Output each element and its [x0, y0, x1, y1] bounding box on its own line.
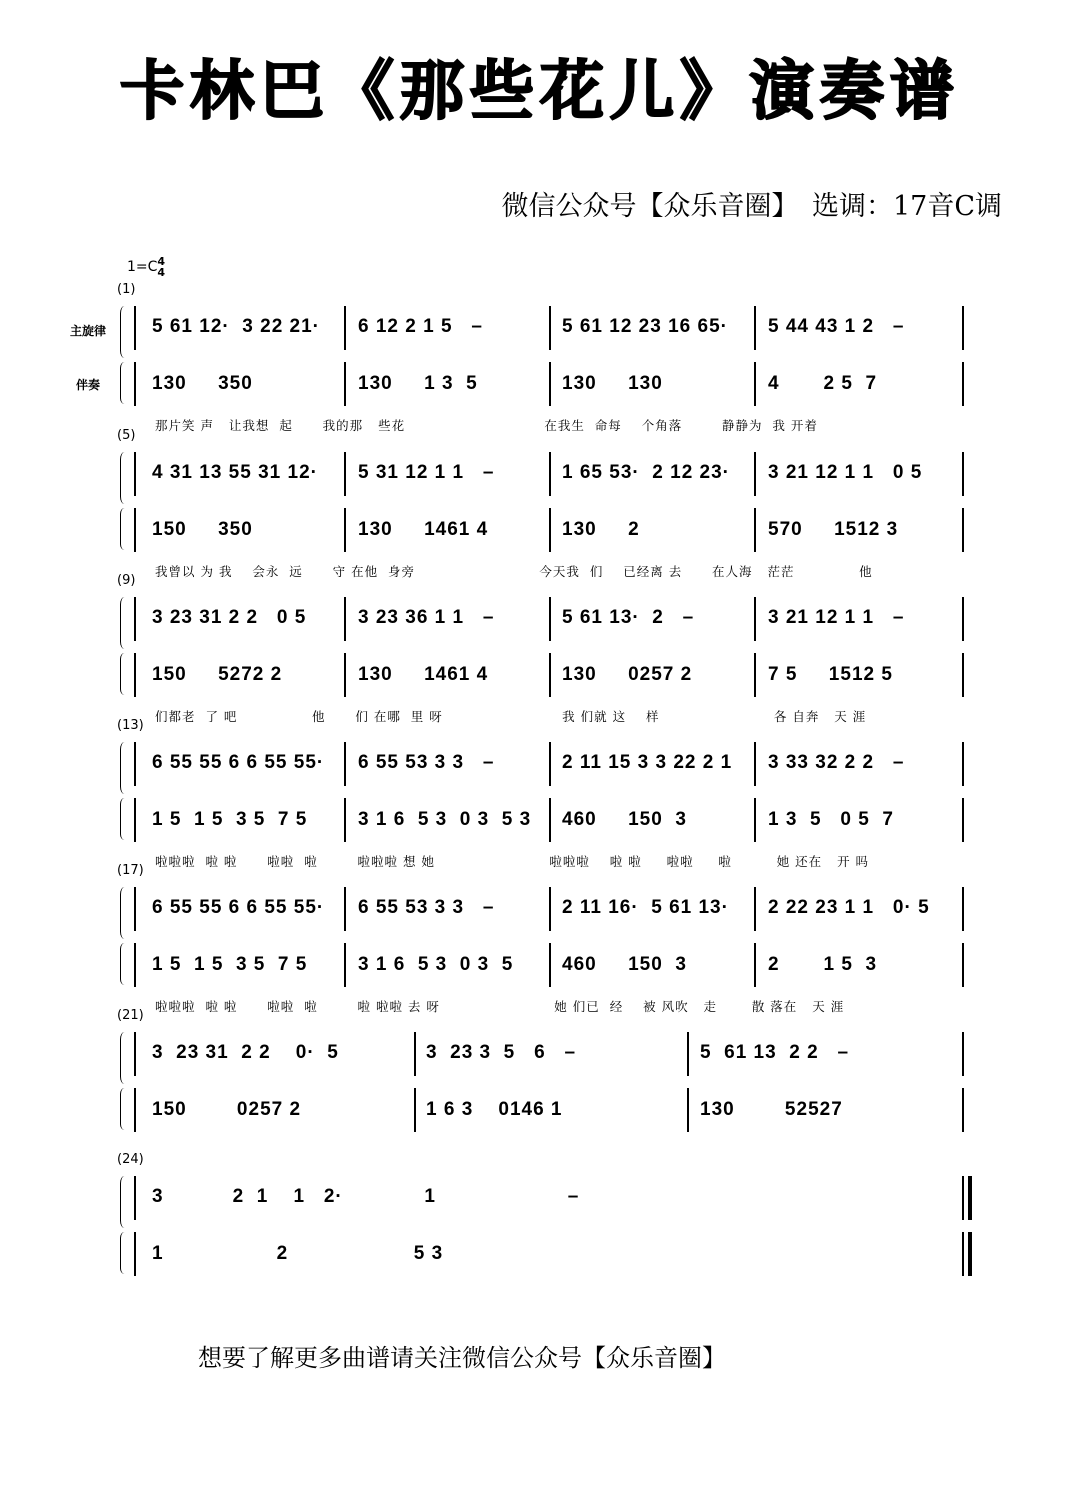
melody-barline — [344, 452, 346, 496]
accomp-barline — [754, 798, 756, 842]
system-number: (17) — [117, 863, 144, 878]
melody-bar: 3 23 31 2 2 0· 5 — [152, 1042, 339, 1063]
accomp-brace — [120, 508, 129, 550]
melody-barline — [962, 597, 964, 641]
accomp-bar: 570 1512 3 — [768, 519, 899, 540]
accomp-bar: 150 0257 2 — [152, 1099, 302, 1120]
lyrics-line: 那片笑 声 让我想 起 我的那 些花 在我生 命每 个角落 静静为 我 开着 — [155, 418, 818, 433]
melody-bar: 3 2 1 1 2· 1 – — [152, 1186, 580, 1207]
melody-brace — [120, 742, 129, 794]
melody-bar: 4 31 13 55 31 12· — [152, 462, 318, 483]
melody-bar: 2 22 23 1 1 0· 5 — [768, 897, 930, 918]
accomp-bar: 130 1461 4 — [358, 664, 489, 685]
accomp-barline — [754, 508, 756, 552]
melody-bar: 6 55 55 6 6 55 55· — [152, 752, 325, 773]
melody-bar: 3 21 12 1 1 – — [768, 607, 905, 628]
melody-barline — [962, 1176, 964, 1220]
accomp-bar: 7 5 1512 5 — [768, 664, 893, 685]
system-number: (13) — [117, 718, 144, 733]
lyrics-line: 我曾以 为 我 会永 远 守 在他 身旁 今天我 们 已经离 去 在人海 茫茫 他 — [155, 564, 873, 579]
system-number: (1) — [117, 282, 136, 297]
melody-barline — [344, 887, 346, 931]
melody-brace — [120, 306, 129, 358]
accomp-barline — [754, 362, 756, 406]
accomp-barline — [754, 943, 756, 987]
melody-barline — [754, 597, 756, 641]
melody-barline — [549, 742, 551, 786]
melody-barline — [134, 742, 136, 786]
accomp-brace — [120, 1232, 129, 1274]
melody-bar: 3 21 12 1 1 0 5 — [768, 462, 923, 483]
melody-barline — [134, 1032, 136, 1076]
accomp-bar: 1 3 5 0 5 7 — [768, 809, 894, 830]
accomp-barline — [134, 943, 136, 987]
melody-barline — [549, 452, 551, 496]
accomp-barline — [962, 798, 964, 842]
lyrics-line: 们都老 了 吧 他 们 在哪 里 呀 我 们就 这 样 各 自奔 天 涯 — [155, 709, 867, 724]
accomp-barline — [134, 798, 136, 842]
accomp-bar: 4 2 5 7 — [768, 373, 878, 394]
key-signature — [127, 256, 165, 278]
accomp-bar: 460 150 3 — [562, 809, 687, 830]
accomp-bar: 1 5 1 5 3 5 7 5 — [152, 809, 308, 830]
accomp-bar: 1 2 5 3 — [152, 1243, 444, 1264]
melody-barline — [962, 1032, 964, 1076]
accomp-bar: 460 150 3 — [562, 954, 687, 975]
accompaniment-label: 伴奏 — [76, 378, 101, 392]
accomp-barline — [134, 653, 136, 697]
system-number: (9) — [117, 573, 136, 588]
final-barline — [968, 1232, 972, 1276]
accomp-brace — [120, 653, 129, 695]
melody-bar: 6 55 55 6 6 55 55· — [152, 897, 325, 918]
final-barline — [968, 1176, 972, 1220]
melody-bar: 2 11 15 3 3 22 2 1 — [562, 752, 733, 773]
melody-bar: 6 55 53 3 3 – — [358, 752, 495, 773]
accomp-barline — [344, 798, 346, 842]
time-top: 4 — [157, 255, 166, 268]
accomp-bar: 130 1 3 5 — [358, 373, 478, 394]
melody-barline — [134, 887, 136, 931]
time-bottom: 4 — [157, 266, 166, 279]
melody-bar: 2 11 16· 5 61 13· — [562, 897, 729, 918]
melody-barline — [344, 306, 346, 350]
melody-bar: 3 23 36 1 1 – — [358, 607, 495, 628]
melody-bar: 3 23 31 2 2 0 5 — [152, 607, 307, 628]
melody-barline — [549, 597, 551, 641]
melody-bar: 5 61 12· 3 22 21· — [152, 316, 320, 337]
melody-barline — [134, 452, 136, 496]
accomp-barline — [134, 362, 136, 406]
melody-label: 主旋律 — [70, 324, 107, 338]
melody-bar: 6 55 53 3 3 – — [358, 897, 495, 918]
lyrics-line: 啦啦啦 啦 啦 啦啦 啦 啦啦啦 想 她 啦啦啦 啦 啦 啦啦 啦 她 还在 开 吗 — [155, 854, 870, 869]
melody-bar: 6 12 2 1 5 – — [358, 316, 483, 337]
melody-brace — [120, 887, 129, 939]
key-label: 1=C — [127, 259, 158, 275]
accomp-barline — [962, 362, 964, 406]
melody-bar: 3 23 3 5 6 – — [426, 1042, 577, 1063]
melody-brace — [120, 452, 129, 504]
accomp-barline — [344, 362, 346, 406]
accomp-barline — [549, 943, 551, 987]
melody-brace — [120, 1176, 129, 1228]
melody-barline — [687, 1032, 689, 1076]
accomp-barline — [962, 943, 964, 987]
accomp-barline — [414, 1088, 416, 1132]
melody-barline — [134, 1176, 136, 1220]
accomp-barline — [134, 1232, 136, 1276]
accomp-brace — [120, 943, 129, 985]
accomp-barline — [549, 653, 551, 697]
accomp-bar: 3 1 6 5 3 0 3 5 — [358, 954, 514, 975]
system-number: (21) — [117, 1008, 144, 1023]
accomp-bar: 2 1 5 3 — [768, 954, 878, 975]
accomp-barline — [549, 508, 551, 552]
accomp-barline — [549, 362, 551, 406]
accomp-barline — [962, 1088, 964, 1132]
accomp-barline — [134, 1088, 136, 1132]
melody-bar: 5 31 12 1 1 – — [358, 462, 495, 483]
page-subtitle: 微信公众号【众乐音圈】 选调：17音C调 — [501, 191, 1002, 222]
melody-barline — [754, 452, 756, 496]
accomp-brace — [120, 1088, 129, 1130]
melody-barline — [754, 306, 756, 350]
accomp-bar: 150 5272 2 — [152, 664, 283, 685]
melody-barline — [962, 742, 964, 786]
accomp-barline — [962, 508, 964, 552]
melody-barline — [134, 597, 136, 641]
melody-bar: 1 65 53· 2 12 23· — [562, 462, 730, 483]
melody-bar: 5 44 43 1 2 – — [768, 316, 905, 337]
accomp-bar: 130 350 — [152, 373, 253, 394]
melody-barline — [962, 887, 964, 931]
accomp-barline — [344, 653, 346, 697]
accomp-barline — [962, 1232, 964, 1276]
accomp-bar: 130 1461 4 — [358, 519, 489, 540]
accomp-barline — [549, 798, 551, 842]
melody-barline — [754, 887, 756, 931]
accomp-brace — [120, 362, 129, 404]
melody-brace — [120, 1032, 129, 1084]
accomp-barline — [687, 1088, 689, 1132]
accomp-bar: 150 350 — [152, 519, 253, 540]
melody-brace — [120, 597, 129, 649]
accomp-barline — [962, 653, 964, 697]
accomp-bar: 1 6 3 0146 1 — [426, 1099, 563, 1120]
accomp-barline — [134, 508, 136, 552]
time-signature — [157, 256, 165, 278]
melody-barline — [549, 306, 551, 350]
accomp-barline — [754, 653, 756, 697]
accomp-bar: 3 1 6 5 3 0 3 5 3 — [358, 809, 532, 830]
lyrics-line: 啦啦啦 啦 啦 啦啦 啦 啦 啦啦 去 呀 她 们已 经 被 风吹 走 散 落在 天 涯 — [155, 999, 845, 1014]
accomp-barline — [344, 943, 346, 987]
melody-barline — [344, 742, 346, 786]
melody-barline — [962, 306, 964, 350]
footer-note: 想要了解更多曲谱请关注微信公众号【众乐音圈】 — [198, 1344, 726, 1372]
melody-barline — [549, 887, 551, 931]
accomp-bar: 130 0257 2 — [562, 664, 693, 685]
accomp-bar: 130 130 — [562, 373, 663, 394]
melody-bar: 5 61 13 2 2 – — [700, 1042, 850, 1063]
accomp-barline — [344, 508, 346, 552]
melody-barline — [344, 597, 346, 641]
accomp-bar: 130 52527 — [700, 1099, 843, 1120]
system-number: (24) — [117, 1152, 144, 1167]
melody-barline — [414, 1032, 416, 1076]
melody-bar: 5 61 12 23 16 65· — [562, 316, 728, 337]
accomp-bar: 130 2 — [562, 519, 640, 540]
melody-barline — [962, 452, 964, 496]
melody-barline — [134, 306, 136, 350]
system-number: (5) — [117, 428, 136, 443]
accomp-brace — [120, 798, 129, 840]
accomp-bar: 1 5 1 5 3 5 7 5 — [152, 954, 308, 975]
melody-barline — [754, 742, 756, 786]
melody-bar: 5 61 13· 2 – — [562, 607, 695, 628]
page-title: 卡林巴《那些花儿》演奏谱 — [120, 55, 960, 129]
melody-bar: 3 33 32 2 2 – — [768, 752, 905, 773]
